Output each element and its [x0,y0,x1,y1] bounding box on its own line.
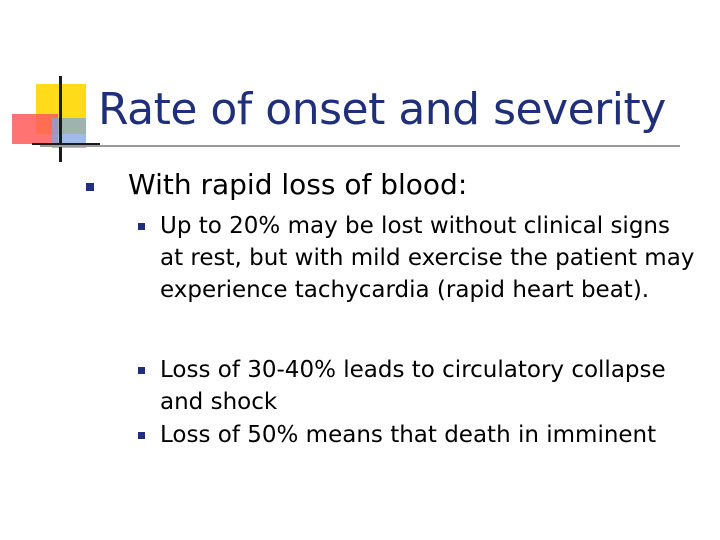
square-bullet-icon [138,367,145,374]
square-bullet-icon [138,223,145,230]
slide-title: Rate of onset and severity [98,84,666,135]
square-bullet-icon [86,183,94,191]
logo-vertical-line [59,76,62,162]
sub-bullet-2-text: Loss of 30-40% leads to circulatory collapse and shock [160,357,666,415]
sub-bullet-1-text: Up to 20% may be lost without clinical signs at rest, but with mild exercise the patient may experience tachycardia (rapid heart beat). [160,213,695,303]
bullet-level1-text: With rapid loss of blood: [128,168,468,201]
sub-bullet-3-text: Loss of 50% means that death in imminent [160,422,657,448]
square-bullet-icon [138,432,145,439]
title-underline [40,145,680,147]
